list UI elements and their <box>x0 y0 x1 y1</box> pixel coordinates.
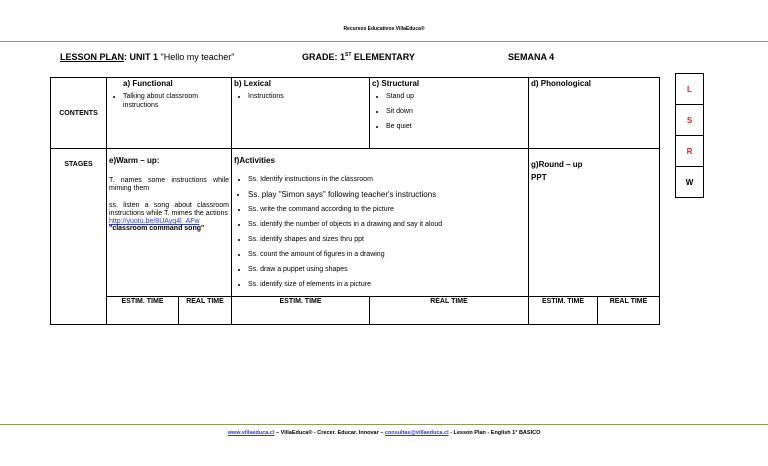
song-link[interactable]: http://yuotu.be/8UAyq4l_AFw <box>109 218 200 225</box>
activity-item: • Ss. play "Simon says" following teacher's instructions <box>248 190 526 199</box>
roundup-estim-time: ESTIM. TIME <box>529 297 598 325</box>
stages-label: STAGES <box>51 149 107 325</box>
time-row <box>51 297 660 325</box>
unit-name: "Hello my teacher" <box>160 52 235 62</box>
roundup-cell <box>529 149 660 297</box>
lexical-title: b) Lexical <box>234 79 271 88</box>
structural-item: • Be quiet <box>386 122 526 131</box>
activities-real-time: REAL TIME <box>370 297 529 325</box>
activity-item: • Ss. identify shapes and sizes thru ppt <box>248 235 526 244</box>
warmup-real-time: REAL TIME <box>179 297 232 325</box>
song-title: "classroom command song" <box>109 225 205 232</box>
footer-slogan: – VillaEduca® - Crecer. Educar. Innovar – <box>274 430 385 436</box>
activity-item: • Ss. count the amount of figures in a drawing <box>248 250 526 259</box>
contents-label: CONTENTS <box>51 78 107 149</box>
skills-box <box>675 73 704 198</box>
footer-suffix: - Lesson Plan - English 1° BASICO <box>448 430 541 436</box>
structural-item: • Stand up <box>386 92 526 101</box>
activity-item: • Ss. write the command according to the picture <box>248 205 526 214</box>
activities-estim-time: ESTIM. TIME <box>232 297 370 325</box>
warmup-estim-time: ESTIM. TIME <box>107 297 179 325</box>
phonological-cell <box>529 78 660 149</box>
lesson-plan-title <box>60 52 234 62</box>
activity-item: • Ss. identify size of elements in a picture <box>248 280 526 289</box>
stages-row <box>51 149 660 297</box>
activity-item: • Ss. Identify instructions in the classroom <box>248 175 526 184</box>
warmup-text-1: T. names some instructions while miming them <box>109 177 230 192</box>
activity-item: • Ss. draw a puppet using shapes <box>248 265 526 274</box>
structural-cell <box>370 78 529 149</box>
phonological-title: d) Phonological <box>531 79 592 88</box>
page-header-text: Recursos Educativos VillaEduca® <box>343 26 425 32</box>
functional-title: a) Functional <box>123 79 173 88</box>
activity-item: • Ss. identify the number of objects in a drawing and say it aloud <box>248 220 526 229</box>
skill-speaking: S <box>676 105 704 136</box>
activities-title: f)Activities <box>234 156 275 165</box>
grade-label: GRADE: 1ST ELEMENTARY <box>302 52 415 62</box>
lesson-plan-label: LESSON PLAN <box>60 52 125 62</box>
footer-site-link[interactable]: www.villaeduca.cl <box>227 430 275 436</box>
footer-rule <box>0 424 768 425</box>
functional-item: • Talking about classroom instructions <box>123 92 229 110</box>
roundup-real-time: REAL TIME <box>598 297 660 325</box>
week-label: SEMANA 4 <box>508 52 555 62</box>
warmup-text-2: ss. listen a song about classroom instructions while T. mimes the actions <box>109 202 230 217</box>
unit-label: : UNIT 1 <box>124 52 159 62</box>
skill-writing: W <box>676 167 704 198</box>
lexical-item: • Instructions <box>248 92 367 101</box>
skill-reading: R <box>676 136 704 167</box>
warmup-title: e)Warm – up: <box>109 156 160 165</box>
header-rule <box>0 41 768 42</box>
skill-listening: L <box>676 74 704 105</box>
roundup-title: g)Round – up <box>531 160 583 169</box>
structural-title: c) Structural <box>372 79 420 88</box>
functional-cell <box>107 78 232 149</box>
lexical-cell <box>232 78 370 149</box>
activities-cell <box>232 149 529 297</box>
lesson-plan-table <box>50 77 660 325</box>
roundup-ppt: PPT <box>531 173 547 182</box>
warmup-cell <box>107 149 232 297</box>
footer-email-link[interactable]: consultas@villaeduca.cl <box>384 430 449 436</box>
structural-item: • Sit down <box>386 107 526 116</box>
contents-row <box>51 78 660 149</box>
page-footer <box>0 430 768 436</box>
